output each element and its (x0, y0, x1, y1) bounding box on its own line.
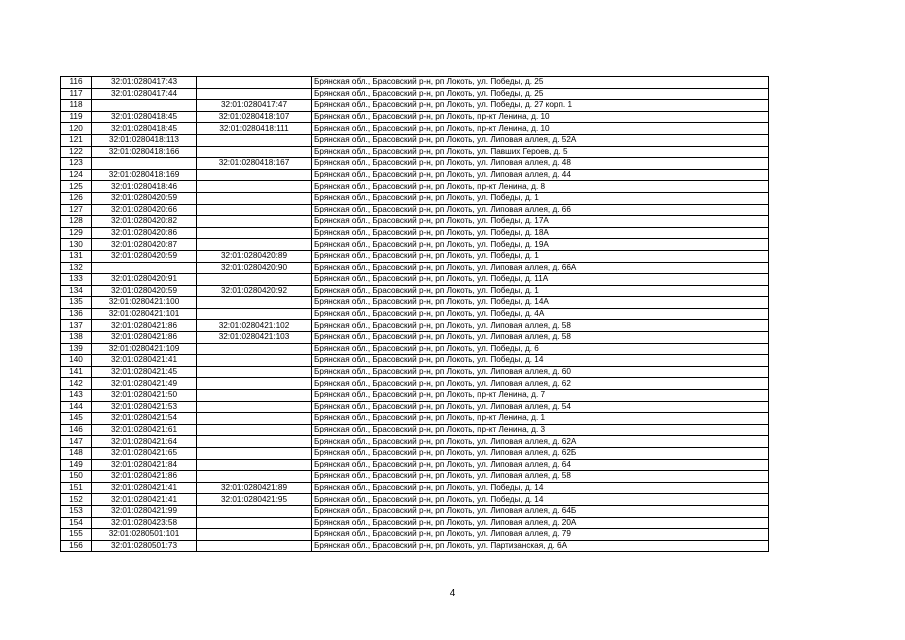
row-number-cell: 118 (61, 100, 92, 112)
land-plot-cadastral-cell: 32:01:0280501:101 (92, 529, 197, 541)
land-plot-cadastral-cell: 32:01:0280418:113 (92, 134, 197, 146)
address-cell: Брянская обл., Брасовский р-н, рп Локоть, ул. Победы, д. 1 (312, 250, 769, 262)
table-row (61, 77, 769, 89)
cadastral-table (60, 76, 769, 552)
table-row (61, 297, 769, 309)
address-cell: Брянская обл., Брасовский р-н, рп Локоть, ул. Липовая аллея, д. 62Б (312, 448, 769, 460)
land-plot-cadastral-cell: 32:01:0280421:49 (92, 378, 197, 390)
building-cadastral-cell: 32:01:0280421:95 (197, 494, 312, 506)
land-plot-cadastral-cell: 32:01:0280421:53 (92, 401, 197, 413)
building-cadastral-cell (197, 401, 312, 413)
row-number-cell: 142 (61, 378, 92, 390)
land-plot-cadastral-cell: 32:01:0280421:109 (92, 343, 197, 355)
row-number-cell: 143 (61, 390, 92, 402)
page-number: 4 (449, 588, 456, 599)
land-plot-cadastral-cell: 32:01:0280421:86 (92, 471, 197, 483)
row-number-cell: 153 (61, 505, 92, 517)
row-number-cell: 120 (61, 123, 92, 135)
table-row (61, 158, 769, 170)
table-row (61, 448, 769, 460)
land-plot-cadastral-cell: 32:01:0280418:45 (92, 123, 197, 135)
land-plot-cadastral-cell: 32:01:0280420:59 (92, 192, 197, 204)
row-number-cell: 151 (61, 482, 92, 494)
land-plot-cadastral-cell: 32:01:0280421:41 (92, 494, 197, 506)
table-row (61, 111, 769, 123)
building-cadastral-cell (197, 88, 312, 100)
building-cadastral-cell: 32:01:0280421:102 (197, 320, 312, 332)
row-number-cell: 135 (61, 297, 92, 309)
table-row (61, 204, 769, 216)
address-cell: Брянская обл., Брасовский р-н, рп Локоть, ул. Липовая аллея, д. 58 (312, 332, 769, 344)
row-number-cell: 122 (61, 146, 92, 158)
address-cell: Брянская обл., Брасовский р-н, рп Локоть, ул. Липовая аллея, д. 58 (312, 471, 769, 483)
building-cadastral-cell (197, 216, 312, 228)
building-cadastral-cell (197, 378, 312, 390)
land-plot-cadastral-cell: 32:01:0280423:58 (92, 517, 197, 529)
table-row (61, 262, 769, 274)
building-cadastral-cell (197, 227, 312, 239)
table-row (61, 355, 769, 367)
row-number-cell: 134 (61, 285, 92, 297)
building-cadastral-cell: 32:01:0280421:89 (197, 482, 312, 494)
address-cell: Брянская обл., Брасовский р-н, рп Локоть, ул. Победы, д. 14 (312, 355, 769, 367)
row-number-cell: 119 (61, 111, 92, 123)
address-cell: Брянская обл., Брасовский р-н, рп Локоть, ул. Победы, д. 1 (312, 192, 769, 204)
table-row (61, 146, 769, 158)
building-cadastral-cell (197, 459, 312, 471)
address-cell: Брянская обл., Брасовский р-н, рп Локоть, ул. Победы, д. 25 (312, 88, 769, 100)
building-cadastral-cell: 32:01:0280421:103 (197, 332, 312, 344)
address-cell: Брянская обл., Брасовский р-н, рп Локоть, пр-кт Ленина, д. 1 (312, 413, 769, 425)
land-plot-cadastral-cell: 32:01:0280421:86 (92, 320, 197, 332)
row-number-cell: 124 (61, 169, 92, 181)
table-row (61, 216, 769, 228)
table-row (61, 274, 769, 286)
row-number-cell: 117 (61, 88, 92, 100)
building-cadastral-cell (197, 505, 312, 517)
address-cell: Брянская обл., Брасовский р-н, рп Локоть, ул. Победы, д. 25 (312, 77, 769, 89)
building-cadastral-cell (197, 413, 312, 425)
building-cadastral-cell (197, 169, 312, 181)
address-cell: Брянская обл., Брасовский р-н, рп Локоть, ул. Липовая аллея, д. 58 (312, 320, 769, 332)
address-cell: Брянская обл., Брасовский р-н, рп Локоть, ул. Липовая аллея, д. 52А (312, 134, 769, 146)
building-cadastral-cell: 32:01:0280417:47 (197, 100, 312, 112)
land-plot-cadastral-cell: 32:01:0280421:50 (92, 390, 197, 402)
address-cell: Брянская обл., Брасовский р-н, рп Локоть, пр-кт Ленина, д. 10 (312, 111, 769, 123)
table-row (61, 181, 769, 193)
land-plot-cadastral-cell: 32:01:0280420:82 (92, 216, 197, 228)
table-row (61, 413, 769, 425)
building-cadastral-cell (197, 448, 312, 460)
building-cadastral-cell (197, 529, 312, 541)
table-row (61, 390, 769, 402)
row-number-cell: 150 (61, 471, 92, 483)
land-plot-cadastral-cell: 32:01:0280421:64 (92, 436, 197, 448)
row-number-cell: 127 (61, 204, 92, 216)
building-cadastral-cell: 32:01:0280420:89 (197, 250, 312, 262)
building-cadastral-cell (197, 424, 312, 436)
address-cell: Брянская обл., Брасовский р-н, рп Локоть, ул. Липовая аллея, д. 79 (312, 529, 769, 541)
address-cell: Брянская обл., Брасовский р-н, рп Локоть, ул. Партизанская, д. 6А (312, 540, 769, 552)
row-number-cell: 131 (61, 250, 92, 262)
address-cell: Брянская обл., Брасовский р-н, рп Локоть, ул. Липовая аллея, д. 44 (312, 169, 769, 181)
building-cadastral-cell: 32:01:0280418:107 (197, 111, 312, 123)
address-cell: Брянская обл., Брасовский р-н, рп Локоть, пр-кт Ленина, д. 7 (312, 390, 769, 402)
building-cadastral-cell (197, 297, 312, 309)
row-number-cell: 121 (61, 134, 92, 146)
address-cell: Брянская обл., Брасовский р-н, рп Локоть, ул. Липовая аллея, д. 48 (312, 158, 769, 170)
row-number-cell: 128 (61, 216, 92, 228)
address-cell: Брянская обл., Брасовский р-н, рп Локоть, ул. Липовая аллея, д. 20А (312, 517, 769, 529)
row-number-cell: 154 (61, 517, 92, 529)
table-row (61, 88, 769, 100)
land-plot-cadastral-cell: 32:01:0280421:84 (92, 459, 197, 471)
land-plot-cadastral-cell: 32:01:0280418:45 (92, 111, 197, 123)
row-number-cell: 149 (61, 459, 92, 471)
table-row (61, 378, 769, 390)
row-number-cell: 144 (61, 401, 92, 413)
table-row (61, 343, 769, 355)
row-number-cell: 155 (61, 529, 92, 541)
table-row (61, 134, 769, 146)
land-plot-cadastral-cell: 32:01:0280421:41 (92, 482, 197, 494)
table-row (61, 239, 769, 251)
row-number-cell: 156 (61, 540, 92, 552)
land-plot-cadastral-cell: 32:01:0280421:41 (92, 355, 197, 367)
row-number-cell: 126 (61, 192, 92, 204)
building-cadastral-cell (197, 390, 312, 402)
building-cadastral-cell (197, 192, 312, 204)
address-cell: Брянская обл., Брасовский р-н, рп Локоть, ул. Победы, д. 27 корп. 1 (312, 100, 769, 112)
building-cadastral-cell (197, 343, 312, 355)
address-cell: Брянская обл., Брасовский р-н, рп Локоть, пр-кт Ленина, д. 8 (312, 181, 769, 193)
row-number-cell: 116 (61, 77, 92, 89)
building-cadastral-cell: 32:01:0280418:167 (197, 158, 312, 170)
address-cell: Брянская обл., Брасовский р-н, рп Локоть, ул. Липовая аллея, д. 64Б (312, 505, 769, 517)
land-plot-cadastral-cell: 32:01:0280421:99 (92, 505, 197, 517)
land-plot-cadastral-cell: 32:01:0280420:86 (92, 227, 197, 239)
row-number-cell: 146 (61, 424, 92, 436)
land-plot-cadastral-cell: 32:01:0280417:44 (92, 88, 197, 100)
building-cadastral-cell (197, 239, 312, 251)
table-row (61, 332, 769, 344)
address-cell: Брянская обл., Брасовский р-н, рп Локоть, ул. Липовая аллея, д. 60 (312, 366, 769, 378)
building-cadastral-cell (197, 146, 312, 158)
address-cell: Брянская обл., Брасовский р-н, рп Локоть, ул. Липовая аллея, д. 66 (312, 204, 769, 216)
table-row (61, 517, 769, 529)
row-number-cell: 129 (61, 227, 92, 239)
table-body (61, 77, 769, 552)
table-row (61, 424, 769, 436)
table-row (61, 459, 769, 471)
address-cell: Брянская обл., Брасовский р-н, рп Локоть, ул. Победы, д. 6 (312, 343, 769, 355)
row-number-cell: 148 (61, 448, 92, 460)
row-number-cell: 132 (61, 262, 92, 274)
land-plot-cadastral-cell: 32:01:0280501:73 (92, 540, 197, 552)
building-cadastral-cell (197, 355, 312, 367)
land-plot-cadastral-cell: 32:01:0280421:54 (92, 413, 197, 425)
building-cadastral-cell: 32:01:0280420:92 (197, 285, 312, 297)
address-cell: Брянская обл., Брасовский р-н, рп Локоть, ул. Липовая аллея, д. 66А (312, 262, 769, 274)
address-cell: Брянская обл., Брасовский р-н, рп Локоть, ул. Победы, д. 14 (312, 494, 769, 506)
building-cadastral-cell: 32:01:0280418:111 (197, 123, 312, 135)
building-cadastral-cell (197, 134, 312, 146)
address-cell: Брянская обл., Брасовский р-н, рп Локоть, ул. Победы, д. 1 (312, 285, 769, 297)
land-plot-cadastral-cell: 32:01:0280420:91 (92, 274, 197, 286)
table-row (61, 505, 769, 517)
land-plot-cadastral-cell: 32:01:0280421:100 (92, 297, 197, 309)
table-row (61, 320, 769, 332)
table-row (61, 366, 769, 378)
land-plot-cadastral-cell: 32:01:0280420:59 (92, 285, 197, 297)
address-cell: Брянская обл., Брасовский р-н, рп Локоть, ул. Липовая аллея, д. 62 (312, 378, 769, 390)
table-row (61, 123, 769, 135)
address-cell: Брянская обл., Брасовский р-н, рп Локоть, ул. Павших Героев, д. 5 (312, 146, 769, 158)
row-number-cell: 123 (61, 158, 92, 170)
land-plot-cadastral-cell: 32:01:0280417:43 (92, 77, 197, 89)
address-cell: Брянская обл., Брасовский р-н, рп Локоть, ул. Победы, д. 11А (312, 274, 769, 286)
building-cadastral-cell (197, 308, 312, 320)
table-row (61, 100, 769, 112)
building-cadastral-cell (197, 274, 312, 286)
land-plot-cadastral-cell: 32:01:0280420:59 (92, 250, 197, 262)
table-row (61, 192, 769, 204)
address-cell: Брянская обл., Брасовский р-н, рп Локоть, ул. Липовая аллея, д. 54 (312, 401, 769, 413)
row-number-cell: 130 (61, 239, 92, 251)
row-number-cell: 133 (61, 274, 92, 286)
address-cell: Брянская обл., Брасовский р-н, рп Локоть, ул. Липовая аллея, д. 64 (312, 459, 769, 471)
building-cadastral-cell (197, 77, 312, 89)
row-number-cell: 140 (61, 355, 92, 367)
table-row (61, 401, 769, 413)
building-cadastral-cell (197, 181, 312, 193)
address-cell: Брянская обл., Брасовский р-н, рп Локоть, ул. Победы, д. 4А (312, 308, 769, 320)
table-row (61, 436, 769, 448)
row-number-cell: 137 (61, 320, 92, 332)
address-cell: Брянская обл., Брасовский р-н, рп Локоть, ул. Победы, д. 14 (312, 482, 769, 494)
building-cadastral-cell (197, 366, 312, 378)
table-row (61, 540, 769, 552)
row-number-cell: 139 (61, 343, 92, 355)
address-cell: Брянская обл., Брасовский р-н, рп Локоть, ул. Победы, д. 18А (312, 227, 769, 239)
table-row (61, 529, 769, 541)
building-cadastral-cell: 32:01:0280420:90 (197, 262, 312, 274)
building-cadastral-cell (197, 540, 312, 552)
address-cell: Брянская обл., Брасовский р-н, рп Локоть, ул. Победы, д. 19А (312, 239, 769, 251)
address-cell: Брянская обл., Брасовский р-н, рп Локоть, пр-кт Ленина, д. 3 (312, 424, 769, 436)
address-cell: Брянская обл., Брасовский р-н, рп Локоть, пр-кт Ленина, д. 10 (312, 123, 769, 135)
land-plot-cadastral-cell: 32:01:0280421:61 (92, 424, 197, 436)
row-number-cell: 138 (61, 332, 92, 344)
land-plot-cadastral-cell (92, 158, 197, 170)
building-cadastral-cell (197, 517, 312, 529)
address-cell: Брянская обл., Брасовский р-н, рп Локоть, ул. Липовая аллея, д. 62А (312, 436, 769, 448)
row-number-cell: 147 (61, 436, 92, 448)
land-plot-cadastral-cell: 32:01:0280421:45 (92, 366, 197, 378)
table-row (61, 308, 769, 320)
row-number-cell: 152 (61, 494, 92, 506)
building-cadastral-cell (197, 204, 312, 216)
land-plot-cadastral-cell: 32:01:0280420:87 (92, 239, 197, 251)
building-cadastral-cell (197, 471, 312, 483)
land-plot-cadastral-cell (92, 262, 197, 274)
row-number-cell: 145 (61, 413, 92, 425)
land-plot-cadastral-cell: 32:01:0280418:46 (92, 181, 197, 193)
land-plot-cadastral-cell: 32:01:0280418:166 (92, 146, 197, 158)
address-cell: Брянская обл., Брасовский р-н, рп Локоть, ул. Победы, д. 17А (312, 216, 769, 228)
table-row (61, 227, 769, 239)
land-plot-cadastral-cell: 32:01:0280421:101 (92, 308, 197, 320)
table-row (61, 482, 769, 494)
table-row (61, 250, 769, 262)
table-row (61, 285, 769, 297)
land-plot-cadastral-cell: 32:01:0280418:169 (92, 169, 197, 181)
land-plot-cadastral-cell: 32:01:0280421:65 (92, 448, 197, 460)
row-number-cell: 125 (61, 181, 92, 193)
table-row (61, 494, 769, 506)
row-number-cell: 136 (61, 308, 92, 320)
table-row (61, 471, 769, 483)
row-number-cell: 141 (61, 366, 92, 378)
land-plot-cadastral-cell: 32:01:0280421:86 (92, 332, 197, 344)
building-cadastral-cell (197, 436, 312, 448)
land-plot-cadastral-cell (92, 100, 197, 112)
land-plot-cadastral-cell: 32:01:0280420:66 (92, 204, 197, 216)
table-row (61, 169, 769, 181)
address-cell: Брянская обл., Брасовский р-н, рп Локоть, ул. Победы, д. 14А (312, 297, 769, 309)
